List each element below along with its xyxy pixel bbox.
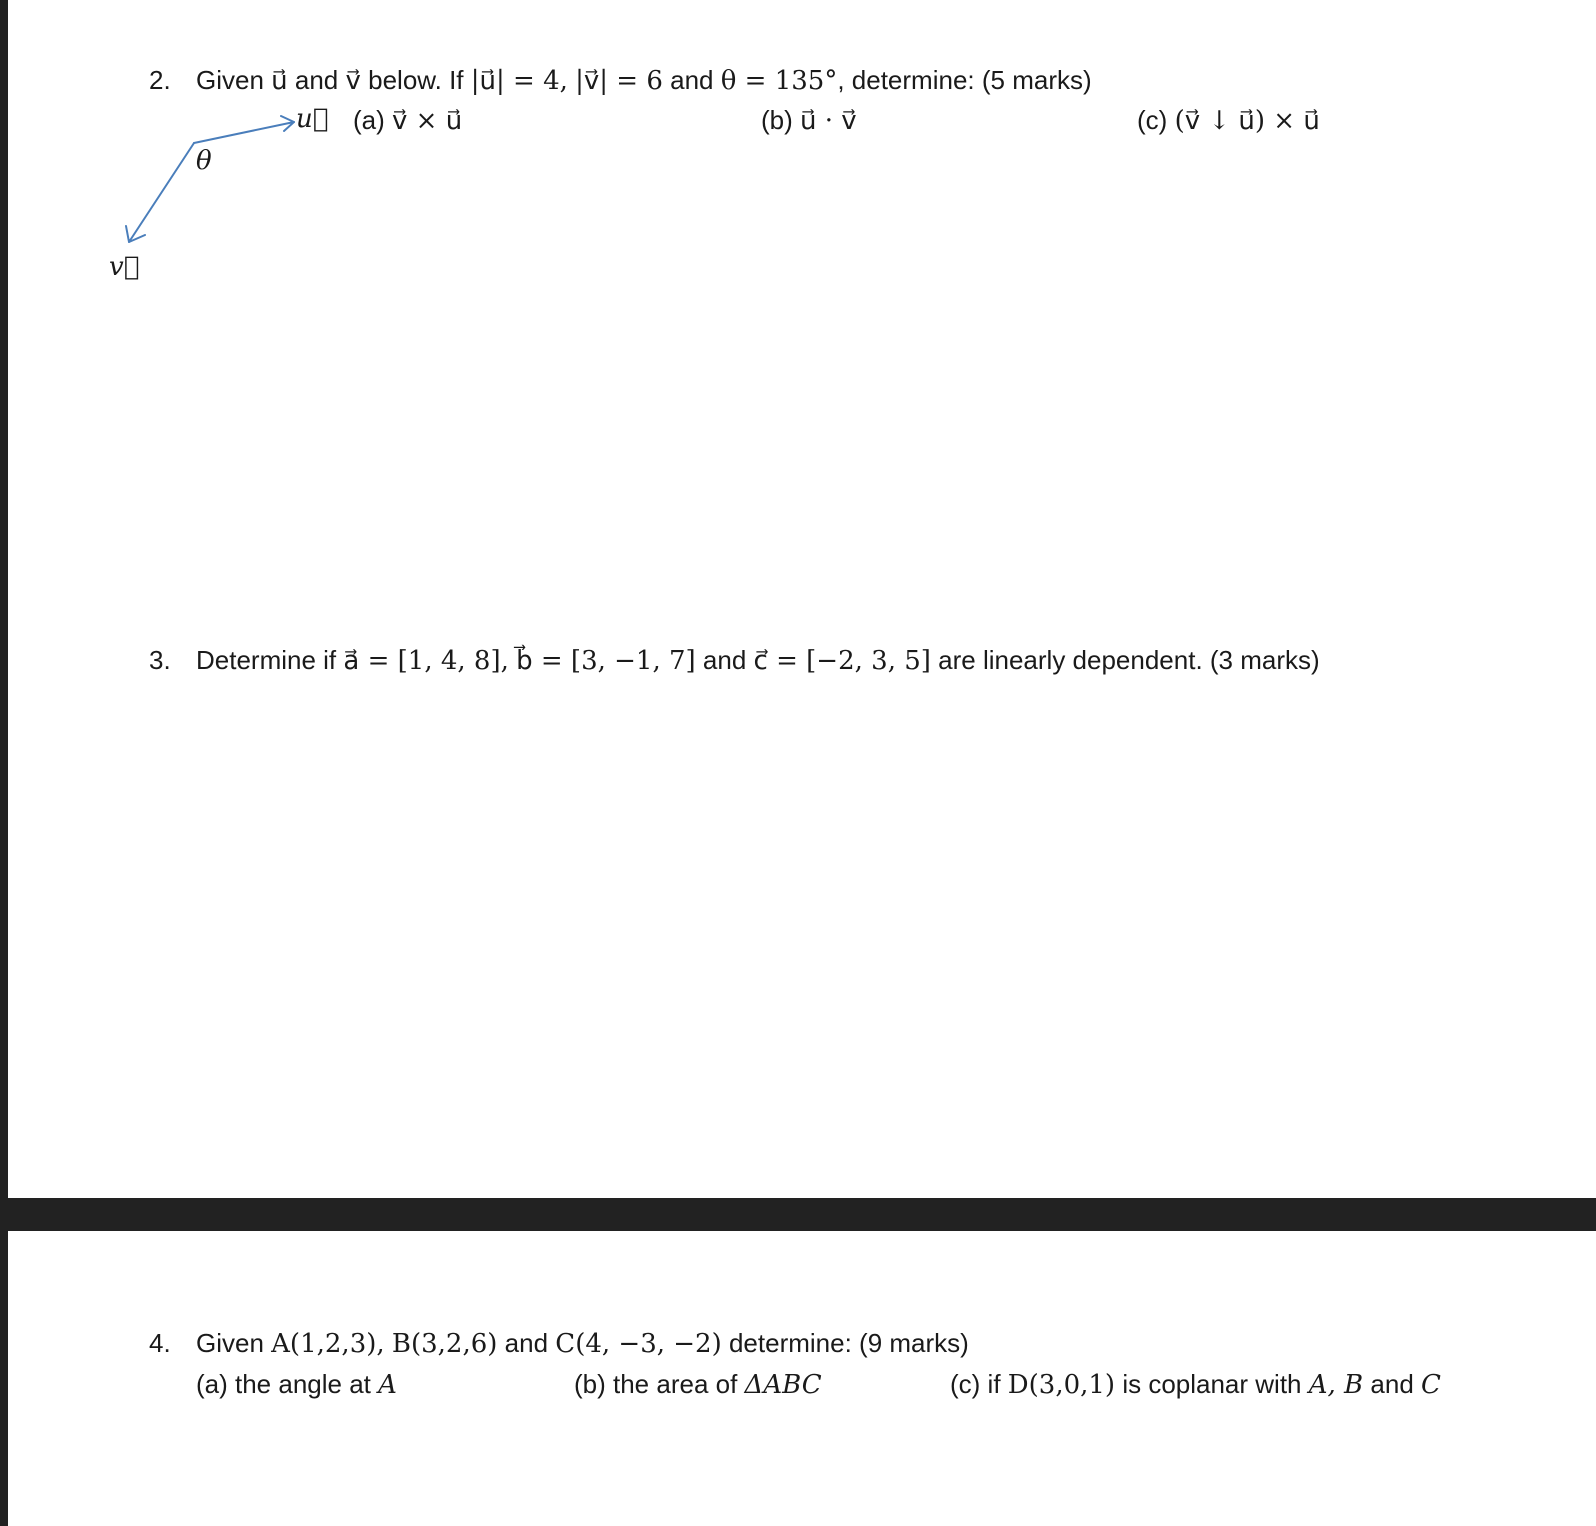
q2-comma: , (559, 66, 568, 96)
q4-comma: , (376, 1329, 385, 1359)
q3-a-vector: a⃗ = [1, 4, 8] (343, 646, 501, 676)
q2-part-c-expr: (v⃗ ↓ u⃗) × u⃗ (1174, 106, 1320, 136)
q4-part-c-text-3: and (1370, 1369, 1414, 1399)
v-vector-line (129, 143, 194, 242)
q2-part-b-label: (b) (761, 105, 793, 135)
q2-text-3: below. If (368, 65, 464, 95)
q2-text-5: , determine: (5 marks) (837, 65, 1092, 95)
q4-part-c-text-1: (c) if (950, 1369, 1001, 1399)
q3-text-2: and (702, 645, 747, 675)
q2-part-b-expr: u⃗ · v⃗ (800, 106, 857, 136)
q4-prompt (196, 1327, 969, 1360)
v-arrowhead (126, 226, 145, 242)
v-vector-label: v⃗ (109, 252, 140, 282)
q4-part-a (196, 1368, 397, 1401)
q3-prompt (196, 644, 1320, 677)
q4-part-c (950, 1368, 1441, 1401)
q2-theta-value: θ = 135° (720, 66, 838, 96)
q4-point-a: A(1,2,3) (271, 1329, 377, 1359)
q4-number: 4. (149, 1328, 171, 1358)
q2-text-1: Given (196, 65, 264, 95)
q4-part-c-var-c: C (1421, 1370, 1441, 1400)
q2-number: 2. (149, 65, 171, 95)
u-vector-label: u⃗ (296, 104, 329, 134)
q2-part-a-label: (a) (353, 105, 385, 135)
q2-part-a-expr: v⃗ × u⃗ (392, 106, 463, 136)
q3-text-1: Determine if (196, 645, 337, 675)
q4-part-a-text: (a) the angle at (196, 1369, 371, 1399)
q2-part-b (761, 104, 857, 137)
q4-part-c-vars: A, B (1308, 1370, 1364, 1400)
q4-text-1: Given (196, 1328, 264, 1358)
u-vector-line (194, 122, 294, 143)
q4-part-b-text: (b) the area of (574, 1369, 738, 1399)
q4-part-b (574, 1368, 822, 1401)
q4-point-b: B(3,2,6) (391, 1329, 498, 1359)
vector-lines (126, 116, 294, 242)
q4-point-c: C(4, −3, −2) (555, 1329, 722, 1359)
theta-angle-label: θ (196, 146, 212, 176)
q3-c-vector: c⃗ = [−2, 3, 5] (753, 646, 931, 676)
q3-b-vector: b⃗ = [3, −1, 7] (516, 646, 696, 676)
q2-text-4: and (670, 65, 714, 95)
q2-mag-v: |v⃗| = 6 (575, 66, 663, 96)
q2-u-vector: u⃗ (271, 66, 288, 96)
q2-mag-u: |u⃗| = 4 (470, 66, 560, 96)
q4-text-3: determine: (9 marks) (728, 1328, 969, 1358)
q4-part-c-text-2: is coplanar with (1122, 1369, 1302, 1399)
q2-part-c (1137, 104, 1320, 137)
q3-number: 3. (149, 645, 171, 675)
q4-text-2: and (504, 1328, 549, 1358)
q3-comma: , (500, 646, 509, 676)
q4-part-c-point-d: D(3,0,1) (1007, 1370, 1116, 1400)
q4-part-a-var: A (378, 1370, 397, 1400)
q2-text-2: and (294, 65, 339, 95)
q4-part-b-var: ΔABC (744, 1370, 822, 1400)
q2-v-vector: v⃗ (345, 66, 361, 96)
q2-part-c-label: (c) (1137, 105, 1168, 135)
q3-text-3: are linearly dependent. (3 marks) (938, 645, 1320, 675)
page-break-bar (0, 1198, 1596, 1231)
